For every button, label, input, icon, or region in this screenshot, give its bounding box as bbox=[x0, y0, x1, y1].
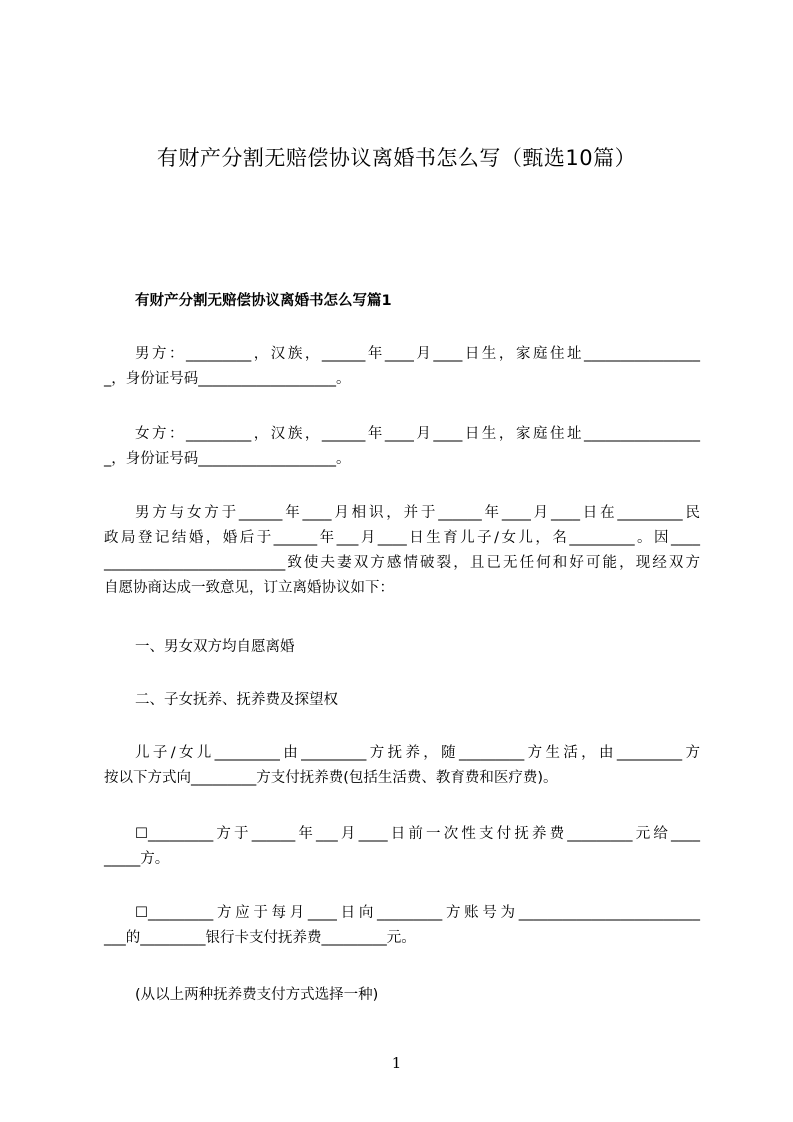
page-number: 1 bbox=[391, 1054, 402, 1072]
paragraph-line: _________________________致使夫妻双方感情破裂，且已无任何和好可能，现经双方 bbox=[104, 555, 700, 571]
paragraph-line: 男方与女方于______年____月相识，并于______年____月____日在_________民 bbox=[135, 505, 700, 521]
paragraph-line: 一、男女双方均自愿离婚 bbox=[135, 639, 295, 655]
paragraph-line: ☐_________方于______年___月____日前一次性支付抚养费_________元给____ bbox=[135, 826, 700, 842]
paragraph-line: 女方：_________，汉族，______年____月____日生，家庭住址________________ bbox=[135, 426, 700, 442]
clause-heading-1 bbox=[104, 635, 700, 660]
paragraph-custody bbox=[104, 741, 700, 791]
paragraph-line: _，身份证号码___________________。 bbox=[104, 451, 351, 467]
section-heading: 有财产分割无赔偿协议离婚书怎么写篇1 bbox=[135, 293, 392, 309]
paragraph-male-party bbox=[104, 342, 700, 392]
paragraph-line: 自愿协商达成一致意见，订立离婚协议如下： bbox=[104, 580, 394, 596]
paragraph-line: (从以上两种抚养费支付方式选择一种) bbox=[135, 987, 379, 1003]
paragraph-line: 儿子/女儿_________由_________方抚养，随_________方生活，由_________方 bbox=[135, 745, 700, 761]
paragraph-line: ☐_________方应于每月____日向_________方账号为_________________________ bbox=[135, 905, 700, 921]
paragraph-marriage-history bbox=[104, 501, 700, 601]
paragraph-line: 二、子女抚养、抚养费及探望权 bbox=[135, 692, 338, 708]
clause-heading-2 bbox=[104, 688, 700, 713]
paragraph-female-party bbox=[104, 422, 700, 472]
document-title: 有财产分割无赔偿协议离婚书怎么写（甄选10篇） bbox=[156, 146, 637, 170]
paragraph-line: 按以下方式向_________方支付抚养费(包括生活费、教育费和医疗费)。 bbox=[104, 770, 558, 786]
paragraph-line: 政局登记结婚，婚后于______年___月____日生育儿子/女儿，名_________。因____ bbox=[104, 530, 700, 546]
paragraph-line: _，身份证号码___________________。 bbox=[104, 371, 351, 387]
paragraph-line: 男方：_________，汉族，______年____月____日生，家庭住址________________ bbox=[135, 346, 700, 362]
paragraph-line: _____方。 bbox=[104, 851, 170, 867]
paragraph-payment-option-monthly bbox=[104, 901, 700, 951]
paragraph-line: ___的_________银行卡支付抚养费_________元。 bbox=[104, 930, 416, 946]
paragraph-payment-option-lump-sum bbox=[104, 822, 700, 872]
paragraph-note bbox=[104, 983, 700, 1008]
